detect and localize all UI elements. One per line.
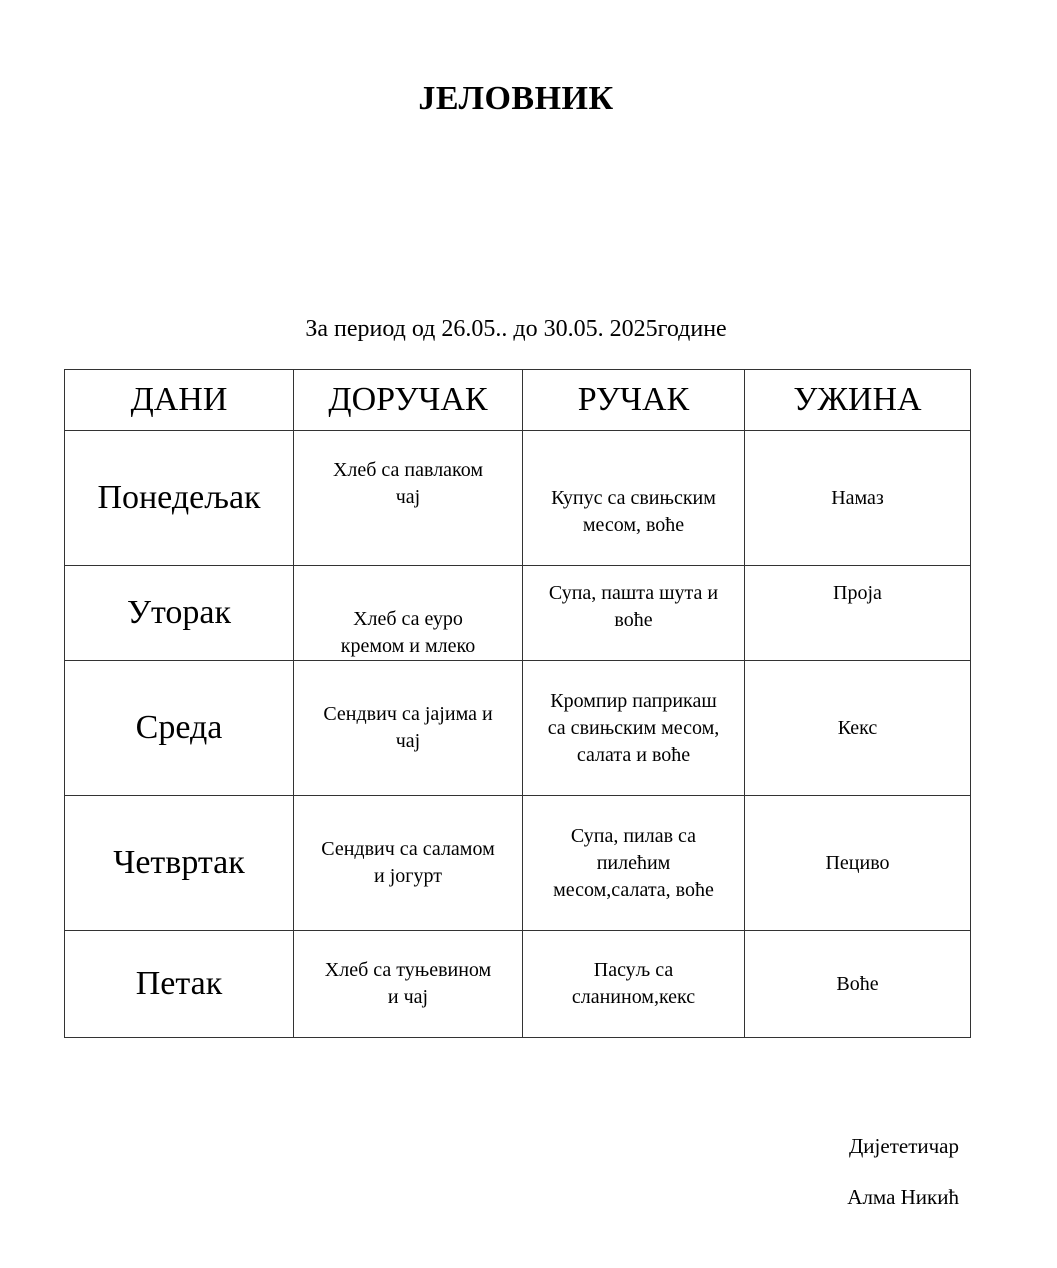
- meal-line: Купус са свињским: [551, 487, 716, 509]
- lunch-cell: [523, 931, 745, 1038]
- lunch-cell: [523, 796, 745, 931]
- meal-line: Проја: [833, 582, 882, 604]
- period-text: За период од 26.05.. до 30.05. 2025године: [305, 316, 727, 342]
- meal-line: месом, воће: [582, 514, 685, 536]
- breakfast-cell: [294, 796, 523, 931]
- meal-line: Сендвич са јајима и: [323, 703, 493, 725]
- table-row: [65, 931, 971, 1038]
- meal-line: Кромпир паприкаш: [550, 689, 717, 712]
- page-title: ЈЕЛОВНИК: [418, 80, 614, 117]
- lunch-cell: [523, 661, 745, 796]
- day-cell: Среда: [65, 661, 294, 796]
- day-cell: Уторак: [65, 566, 294, 661]
- header-days: ДАНИ: [65, 370, 294, 431]
- meal-line: и јогурт: [374, 865, 442, 887]
- snack-cell: [745, 796, 971, 931]
- meal-line: сланином,кекс: [571, 986, 696, 1008]
- meal-line: кремом и млеко: [340, 635, 476, 657]
- meal-line: чај: [395, 486, 421, 508]
- meal-line: чај: [395, 730, 421, 752]
- meal-line: воће: [614, 609, 653, 631]
- lunch-cell: [523, 431, 745, 566]
- header-breakfast: ДОРУЧАК: [294, 370, 523, 431]
- signature-name: Алма Никић: [847, 1185, 959, 1209]
- meal-line: са свињским месом,: [547, 716, 720, 739]
- meal-line: Хлеб са павлаком: [332, 459, 484, 481]
- meal-line: Намаз: [831, 486, 884, 509]
- snack-cell: [745, 661, 971, 796]
- meal-line: и чај: [387, 986, 429, 1008]
- header-lunch: РУЧАК: [523, 370, 745, 431]
- day-cell: Четвртак: [65, 796, 294, 931]
- meal-line: салата и воће: [576, 743, 691, 766]
- breakfast-cell: [294, 431, 523, 566]
- snack-cell: [745, 431, 971, 566]
- meal-line: Сендвич са саламом: [321, 838, 495, 860]
- breakfast-cell: [294, 566, 523, 661]
- header-snack: УЖИНА: [745, 370, 971, 431]
- meal-line: Пасуљ са: [593, 959, 674, 981]
- meal-line: пилећим: [596, 851, 671, 874]
- snack-cell: [745, 566, 971, 661]
- breakfast-cell: [294, 931, 523, 1038]
- menu-table: [64, 369, 971, 1038]
- meal-line: Хлеб са туњевином: [324, 959, 492, 981]
- meal-line: Хлеб са еуро: [353, 608, 463, 630]
- meal-line: Супа, пилав са: [570, 824, 697, 847]
- lunch-cell: [523, 566, 745, 661]
- table-row: [65, 431, 971, 566]
- snack-cell: [745, 931, 971, 1038]
- day-cell: Понедељак: [65, 431, 294, 566]
- meal-line: Кекс: [837, 716, 878, 739]
- day-cell: Петак: [65, 931, 294, 1038]
- table-header-row: [65, 370, 971, 431]
- meal-line: Пециво: [825, 851, 890, 874]
- breakfast-cell: [294, 661, 523, 796]
- table-row: [65, 566, 971, 661]
- table-row: [65, 796, 971, 931]
- table-row: [65, 661, 971, 796]
- meal-line: Воће: [836, 972, 879, 995]
- meal-line: месом,салата, воће: [553, 878, 714, 901]
- signature-role: Дијететичар: [848, 1134, 959, 1158]
- meal-line: Супа, пашта шута и: [548, 582, 719, 604]
